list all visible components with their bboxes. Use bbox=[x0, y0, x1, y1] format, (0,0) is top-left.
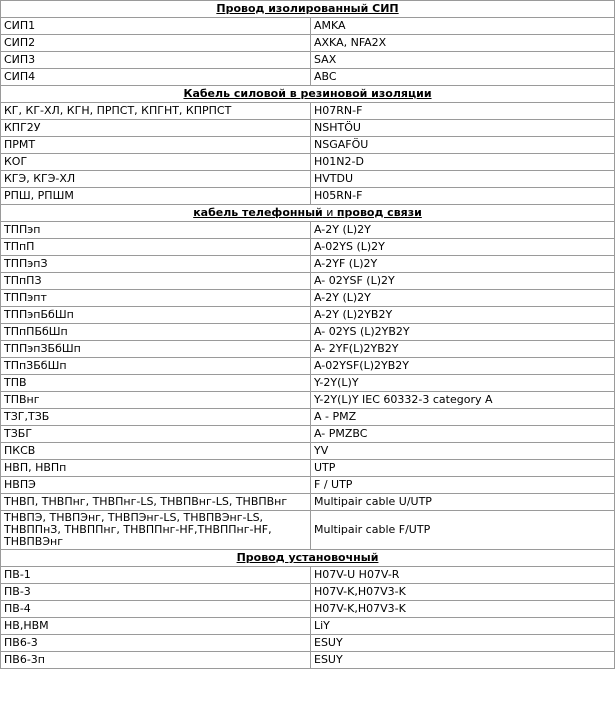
foreign-equivalent-cell: ESUY bbox=[311, 635, 615, 652]
russian-cable-cell: ПРМТ bbox=[1, 137, 311, 154]
foreign-equivalent-cell: ABC bbox=[311, 69, 615, 86]
table-row bbox=[1, 409, 615, 426]
foreign-equivalent-cell: ESUY bbox=[311, 652, 615, 669]
section-header-row bbox=[1, 205, 615, 222]
foreign-equivalent-cell: Multipair cable U/UTP bbox=[311, 494, 615, 511]
section-header: Провод установочный bbox=[1, 550, 615, 567]
table-row bbox=[1, 358, 615, 375]
table-row bbox=[1, 567, 615, 584]
table-row bbox=[1, 154, 615, 171]
table-row bbox=[1, 307, 615, 324]
russian-cable-cell: СИП1 bbox=[1, 18, 311, 35]
russian-cable-cell: ТЗГ,ТЗБ bbox=[1, 409, 311, 426]
russian-cable-cell: ТПпП bbox=[1, 239, 311, 256]
table-row bbox=[1, 52, 615, 69]
table-row bbox=[1, 477, 615, 494]
russian-cable-cell: НВ,НВМ bbox=[1, 618, 311, 635]
foreign-equivalent-cell: Multipair cable F/UTP bbox=[311, 511, 615, 550]
foreign-equivalent-cell: UTP bbox=[311, 460, 615, 477]
russian-cable-cell: ТППэп bbox=[1, 222, 311, 239]
foreign-equivalent-cell: H07V-U H07V-R bbox=[311, 567, 615, 584]
table-row bbox=[1, 635, 615, 652]
table-row bbox=[1, 494, 615, 511]
foreign-equivalent-cell: A- PMZBC bbox=[311, 426, 615, 443]
table-row bbox=[1, 392, 615, 409]
foreign-equivalent-cell: NSGAFÖU bbox=[311, 137, 615, 154]
foreign-equivalent-cell: H07V-K,H07V3-K bbox=[311, 584, 615, 601]
foreign-equivalent-cell: A- 02YS (L)2YB2Y bbox=[311, 324, 615, 341]
foreign-equivalent-cell: A-02YS (L)2Y bbox=[311, 239, 615, 256]
table-row bbox=[1, 511, 615, 550]
russian-cable-cell: ТППэпЗБбШп bbox=[1, 341, 311, 358]
russian-cable-cell: ПВ-3 bbox=[1, 584, 311, 601]
russian-cable-cell: ТНВП, ТНВПнг, ТНВПнг-LS, ТНВПВнг-LS, ТНВПВнг bbox=[1, 494, 311, 511]
table-row bbox=[1, 69, 615, 86]
table-row bbox=[1, 137, 615, 154]
russian-cable-cell: ПВ6-3 bbox=[1, 635, 311, 652]
section-header-row bbox=[1, 86, 615, 103]
russian-cable-cell: ТППэпЗ bbox=[1, 256, 311, 273]
table-row bbox=[1, 120, 615, 137]
foreign-equivalent-cell: AXKA, NFA2X bbox=[311, 35, 615, 52]
table-row bbox=[1, 256, 615, 273]
table-row bbox=[1, 618, 615, 635]
russian-cable-cell: ТППэпт bbox=[1, 290, 311, 307]
russian-cable-cell: ПВ-1 bbox=[1, 567, 311, 584]
section-header: Кабель силовой в резиновой изоляции bbox=[1, 86, 615, 103]
table-row bbox=[1, 188, 615, 205]
russian-cable-cell: КОГ bbox=[1, 154, 311, 171]
foreign-equivalent-cell: AMKA bbox=[311, 18, 615, 35]
russian-cable-cell: КГ, КГ-ХЛ, КГН, ПРПСТ, КПГНТ, КПРПСТ bbox=[1, 103, 311, 120]
russian-cable-cell: РПШ, РПШМ bbox=[1, 188, 311, 205]
foreign-equivalent-cell: F / UTP bbox=[311, 477, 615, 494]
foreign-equivalent-cell: SAX bbox=[311, 52, 615, 69]
russian-cable-cell: ТПВнг bbox=[1, 392, 311, 409]
foreign-equivalent-cell: H07V-K,H07V3-K bbox=[311, 601, 615, 618]
section-header-part: провод связи bbox=[336, 206, 422, 219]
foreign-equivalent-cell: A-2Y (L)2YB2Y bbox=[311, 307, 615, 324]
foreign-equivalent-cell: A - PMZ bbox=[311, 409, 615, 426]
foreign-equivalent-cell: LiY bbox=[311, 618, 615, 635]
table-row bbox=[1, 18, 615, 35]
russian-cable-cell: СИП4 bbox=[1, 69, 311, 86]
table-row bbox=[1, 426, 615, 443]
russian-cable-cell: НВПЭ bbox=[1, 477, 311, 494]
table-row bbox=[1, 171, 615, 188]
foreign-equivalent-cell: Y-2Y(L)Y bbox=[311, 375, 615, 392]
table-row bbox=[1, 324, 615, 341]
russian-cable-cell: СИП2 bbox=[1, 35, 311, 52]
section-header-conjunction: и bbox=[322, 206, 337, 219]
foreign-equivalent-cell: A-02YSF(L)2YB2Y bbox=[311, 358, 615, 375]
table-row bbox=[1, 375, 615, 392]
foreign-equivalent-cell: YV bbox=[311, 443, 615, 460]
russian-cable-cell: ТПпПЗ bbox=[1, 273, 311, 290]
section-header-part: кабель телефонный bbox=[193, 206, 323, 219]
russian-cable-cell: КПГ2У bbox=[1, 120, 311, 137]
russian-cable-cell: НВП, НВПп bbox=[1, 460, 311, 477]
section-header-row bbox=[1, 550, 615, 567]
foreign-equivalent-cell: HVTDU bbox=[311, 171, 615, 188]
foreign-equivalent-cell: NSHTÖU bbox=[311, 120, 615, 137]
table-row bbox=[1, 460, 615, 477]
foreign-equivalent-cell: A- 02YSF (L)2Y bbox=[311, 273, 615, 290]
foreign-equivalent-cell: H01N2-D bbox=[311, 154, 615, 171]
table-row bbox=[1, 222, 615, 239]
russian-cable-cell: ТЗБГ bbox=[1, 426, 311, 443]
section-header: Провод изолированный СИП bbox=[1, 1, 615, 18]
foreign-equivalent-cell: A- 2YF(L)2YB2Y bbox=[311, 341, 615, 358]
table-row bbox=[1, 273, 615, 290]
russian-cable-cell: ТПВ bbox=[1, 375, 311, 392]
table-row bbox=[1, 341, 615, 358]
table-row bbox=[1, 239, 615, 256]
table-row bbox=[1, 290, 615, 307]
section-header bbox=[1, 205, 615, 222]
table-row bbox=[1, 35, 615, 52]
russian-cable-cell: КГЭ, КГЭ-ХЛ bbox=[1, 171, 311, 188]
table-row bbox=[1, 103, 615, 120]
russian-cable-cell: ТНВПЭ, ТНВПЭнг, ТНВПЭнг-LS, ТНВПВЭнг-LS, ТНВППнЗ, ТНВППнг, ТНВППнг-HF,ТНВППнг-HF, ТНВПВЭнг bbox=[1, 511, 311, 550]
table-row bbox=[1, 601, 615, 618]
russian-cable-cell: СИП3 bbox=[1, 52, 311, 69]
russian-cable-cell: ПКСВ bbox=[1, 443, 311, 460]
russian-cable-cell: ПВ-4 bbox=[1, 601, 311, 618]
foreign-equivalent-cell: A-2YF (L)2Y bbox=[311, 256, 615, 273]
foreign-equivalent-cell: H05RN-F bbox=[311, 188, 615, 205]
russian-cable-cell: ТППэпБбШп bbox=[1, 307, 311, 324]
table-row bbox=[1, 443, 615, 460]
foreign-equivalent-cell: A-2Y (L)2Y bbox=[311, 222, 615, 239]
russian-cable-cell: ТПпПБбШп bbox=[1, 324, 311, 341]
foreign-equivalent-cell: H07RN-F bbox=[311, 103, 615, 120]
section-header-row bbox=[1, 1, 615, 18]
russian-cable-cell: ПВ6-3п bbox=[1, 652, 311, 669]
russian-cable-cell: ТПпЗБбШп bbox=[1, 358, 311, 375]
table-row bbox=[1, 584, 615, 601]
foreign-equivalent-cell: Y-2Y(L)Y IEC 60332-3 category A bbox=[311, 392, 615, 409]
foreign-equivalent-cell: A-2Y (L)2Y bbox=[311, 290, 615, 307]
table-row bbox=[1, 652, 615, 669]
